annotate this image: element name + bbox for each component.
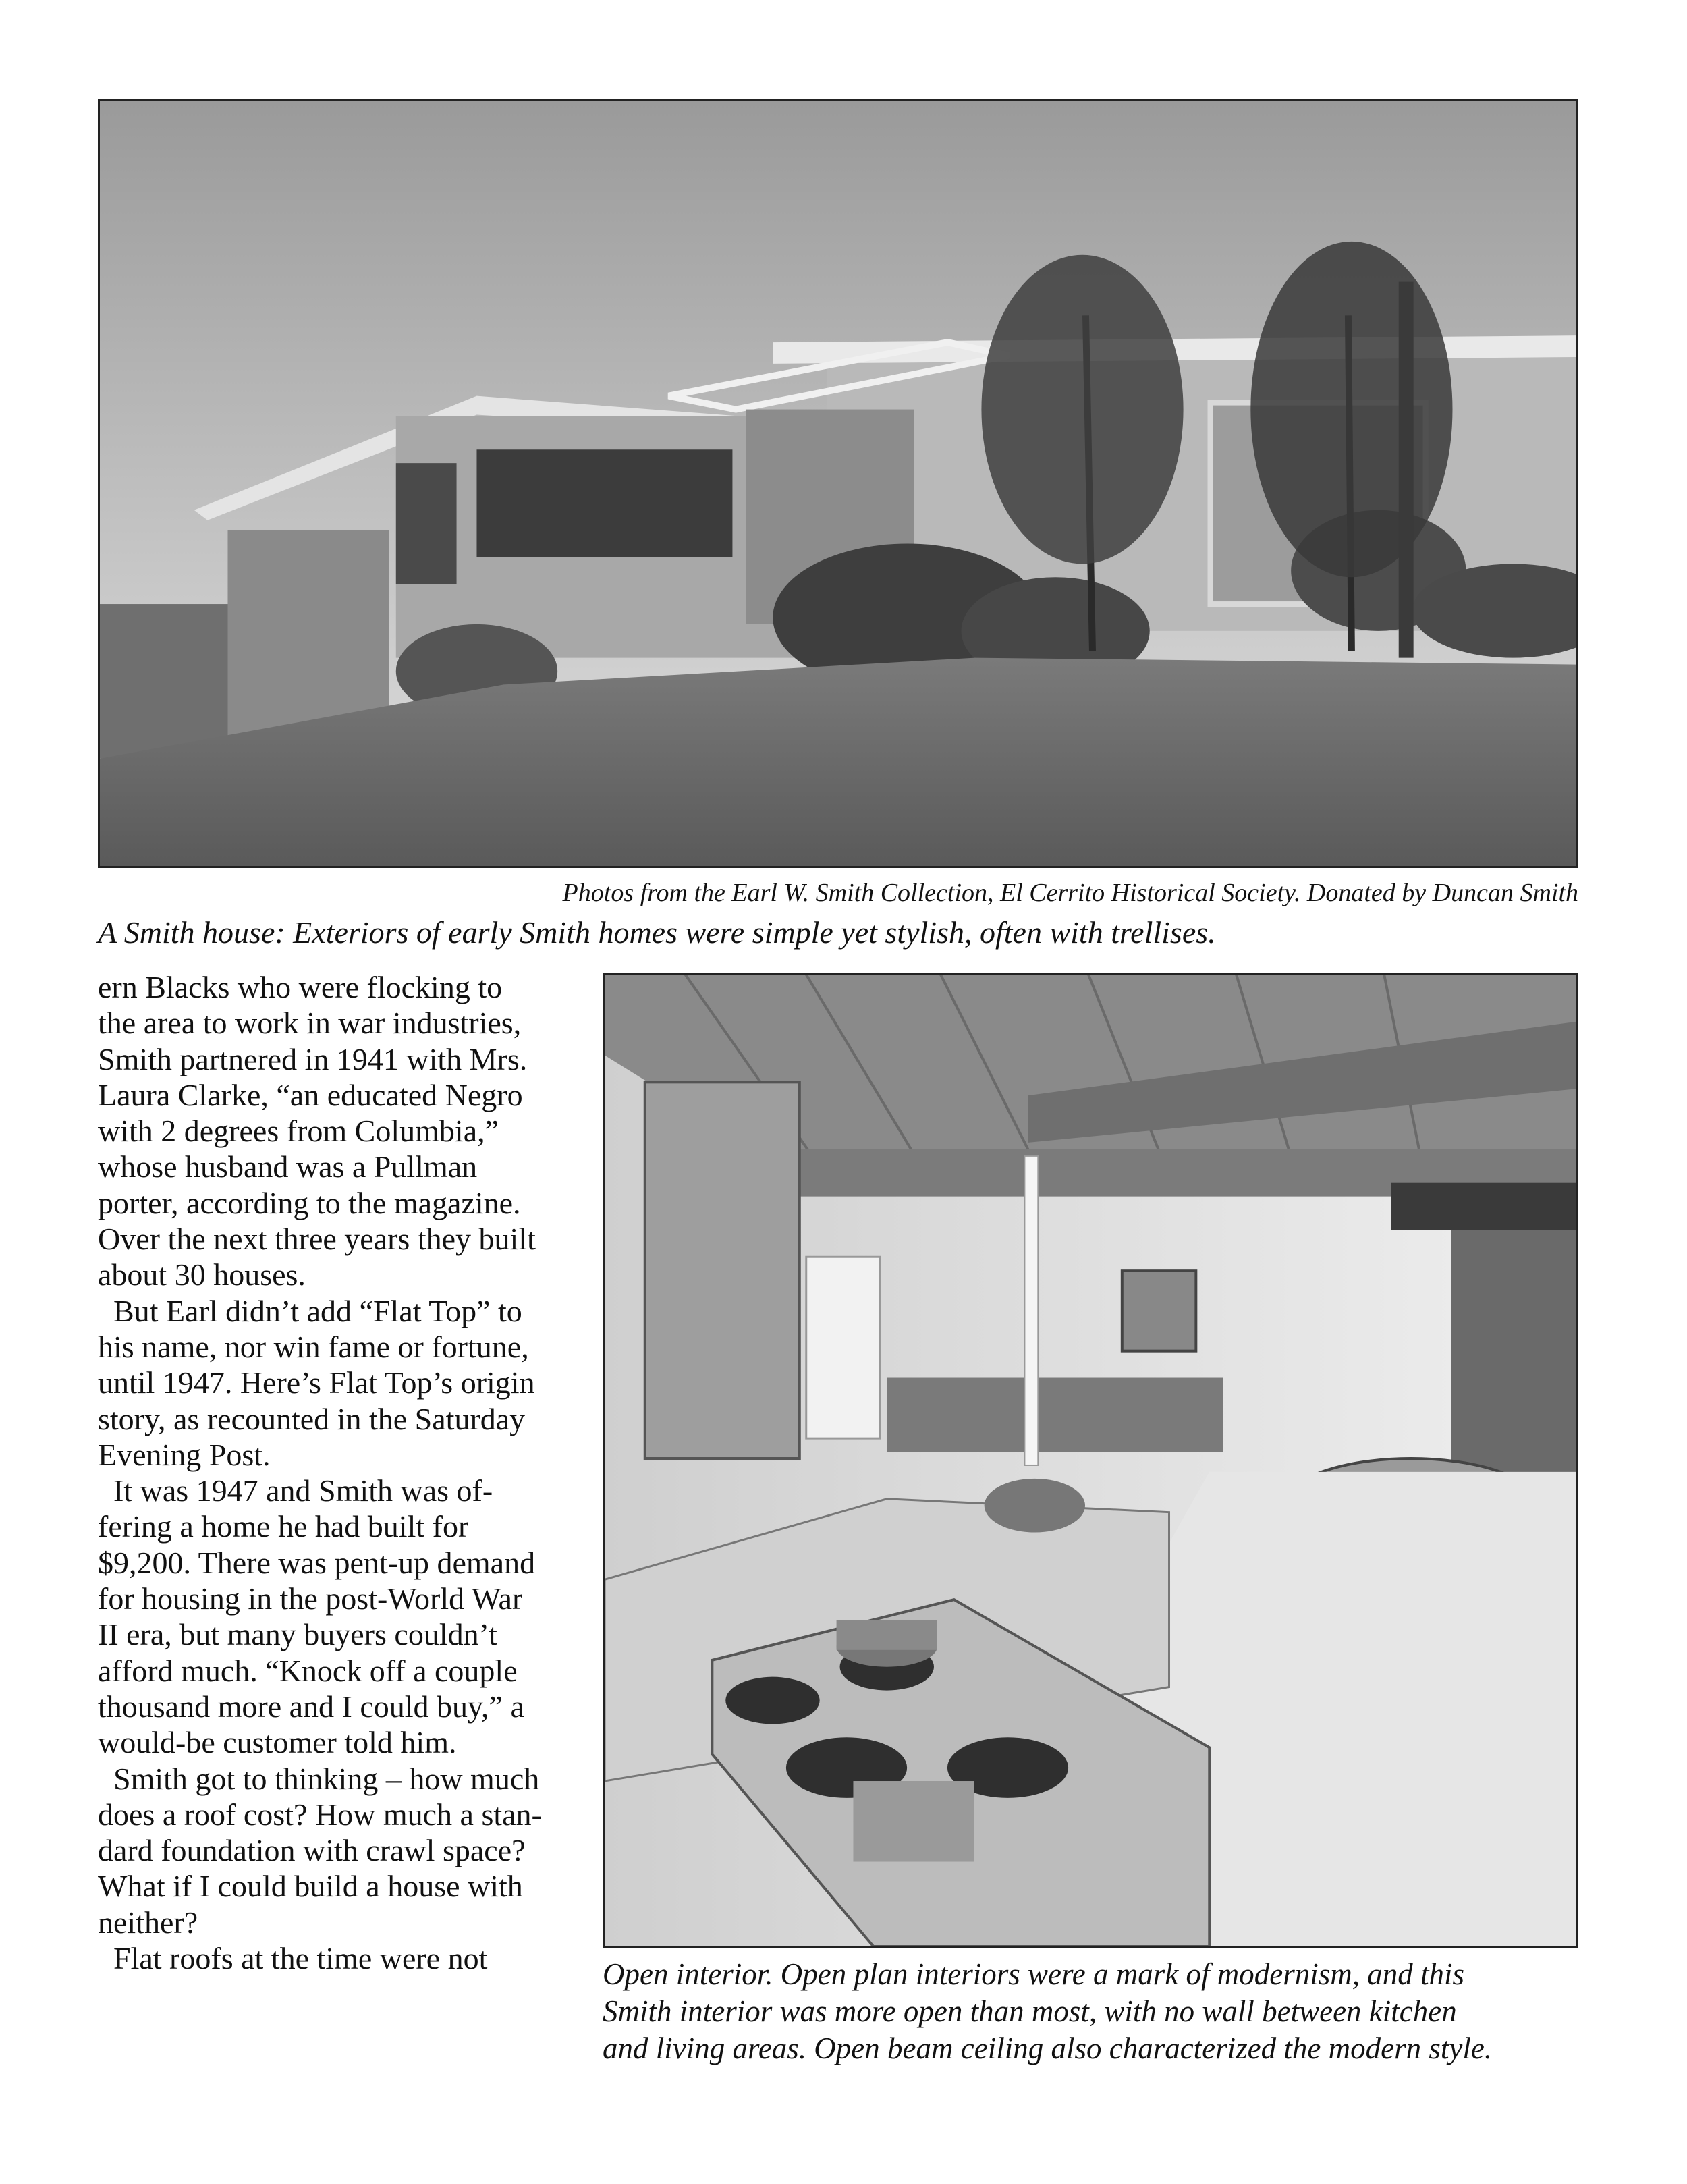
body-text-line: until 1947. Here’s Flat Top’s origin xyxy=(98,1365,535,1400)
body-text-line: II era, but many buyers couldn’t xyxy=(98,1617,497,1652)
body-text-line: Smith partnered in 1941 with Mrs. xyxy=(98,1041,528,1076)
body-text-line: about 30 houses. xyxy=(98,1257,306,1292)
body-text-line: ern Blacks who were flocking to xyxy=(98,970,503,1004)
body-text-line: fering a home he had built for xyxy=(98,1509,469,1544)
body-text-line: dard foundation with crawl space? xyxy=(98,1833,526,1868)
body-text-line: story, as recounted in the Saturday xyxy=(98,1401,526,1436)
body-text-line: Over the next three years they built xyxy=(98,1222,536,1257)
body-text-line: Evening Post. xyxy=(98,1437,271,1472)
interior-photo-caption xyxy=(603,1956,1578,2067)
body-text-line: $9,200. There was pent-up demand xyxy=(98,1545,536,1580)
interior-kitchen-image xyxy=(605,975,1576,1946)
caption-line: Smith interior was more open than most, with no wall between kitchen xyxy=(603,1994,1457,2028)
caption-line: Open interior. Open plan interiors were a mark of modernism, and this xyxy=(603,1957,1465,1991)
body-text-line: for housing in the post-World War xyxy=(98,1581,523,1616)
body-text-line: Laura Clarke, “an educated Negro xyxy=(98,1077,523,1112)
body-text-line: What if I could build a house with xyxy=(98,1869,523,1904)
body-text-line: with 2 degrees from Columbia,” xyxy=(98,1114,499,1149)
exterior-house-image xyxy=(100,101,1576,866)
article-body-column xyxy=(98,969,577,1976)
body-text-line: But Earl didn’t add “Flat Top” to xyxy=(98,1293,522,1328)
body-text-line: neither? xyxy=(98,1905,198,1940)
body-text-line: porter, according to the magazine. xyxy=(98,1185,521,1220)
body-text-line: the area to work in war industries, xyxy=(98,1006,522,1041)
body-text-line: thousand more and I could buy,” a xyxy=(98,1689,524,1724)
exterior-photo-caption: A Smith house: Exteriors of early Smith homes were simple yet stylish, often with trellises. xyxy=(98,915,1216,950)
body-text-line: It was 1947 and Smith was of- xyxy=(98,1473,493,1508)
photo-credit: Photos from the Earl W. Smith Collection, El Cerrito Historical Society. Donated by Duncan Smith xyxy=(562,879,1578,907)
body-text-line: his name, nor win fame or fortune, xyxy=(98,1329,529,1364)
caption-line: and living areas. Open beam ceiling also characterized the modern style. xyxy=(603,2031,1493,2065)
body-text-line: Smith got to thinking – how much xyxy=(98,1761,540,1796)
body-text-line: whose husband was a Pullman xyxy=(98,1149,478,1184)
exterior-house-photo xyxy=(98,99,1578,868)
body-text-line: would-be customer told him. xyxy=(98,1725,457,1760)
interior-kitchen-photo xyxy=(603,973,1578,1948)
body-text-line: afford much. “Knock off a couple xyxy=(98,1653,518,1688)
body-text-line: Flat roofs at the time were not xyxy=(98,1941,488,1976)
body-text-line: does a roof cost? How much a stan- xyxy=(98,1797,542,1832)
